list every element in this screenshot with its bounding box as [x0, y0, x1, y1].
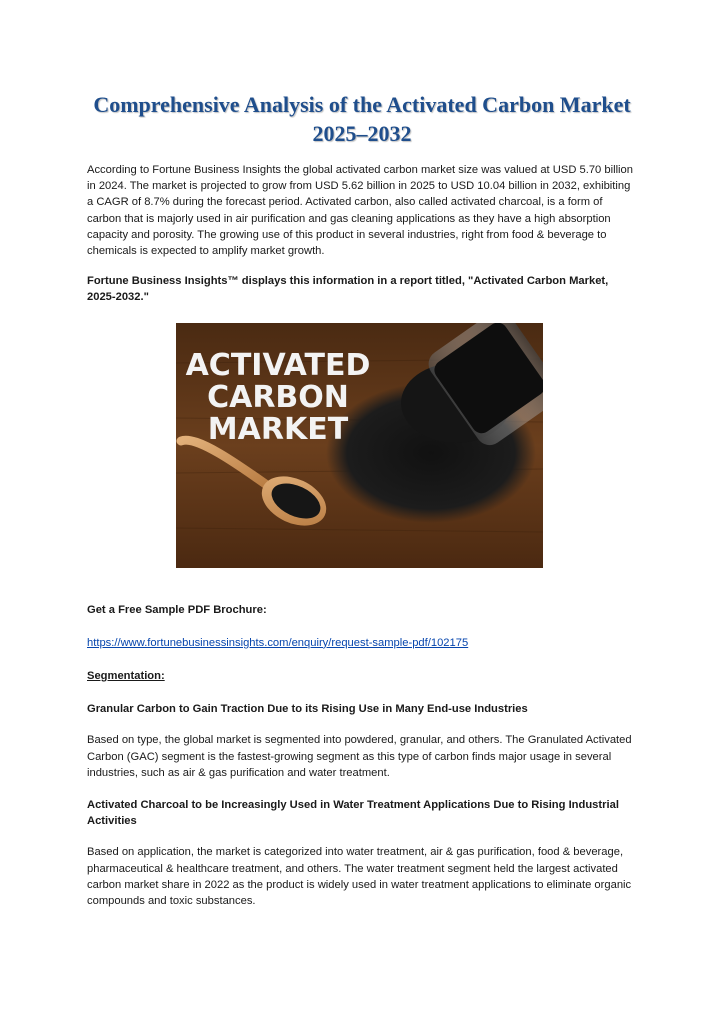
document-page [87, 90, 637, 909]
type-heading: Granular Carbon to Gain Traction Due to its Rising Use in Many End-use Industries [87, 703, 528, 716]
sample-label: Get a Free Sample PDF Brochure: [87, 603, 267, 616]
image-title-line-3: MARKET [207, 411, 349, 447]
type-paragraph: Based on type, the global market is segmented into powdered, granular, and others. The Granulated Activated Carbon (GAC) segment is the fastest-growing segment as this type of carbon finds major usage in several industries, such as air & gas purification and water treatment. [87, 734, 632, 779]
document-title: Comprehensive Analysis of the Activated Carbon Market 2025–2032 [93, 92, 631, 146]
report-note: Fortune Business Insights™ displays this information in a report titled, "Activated Carbon Market, 2025-2032." [87, 275, 609, 304]
segmentation-heading: Segmentation: [87, 670, 165, 683]
intro-paragraph: According to Fortune Business Insights the global activated carbon market size was valued at USD 5.70 billion in 2024. The market is projected to grow from USD 5.62 billion in 2025 to USD 10.04 billion in 2032, exhibiting a CAGR of 8.7% during the forecast period. Activated carbon, also called activated charcoal, is a form of carbon that is majorly used in air purification and gas cleaning applications as they have a high absorption capacity and porosity. The growing use of this product in several industries, right from food & beverage to chemicals is expected to amplify market growth. [87, 164, 633, 258]
image-title-line-1: ACTIVATED [185, 347, 371, 383]
application-heading: Activated Charcoal to be Increasingly Used in Water Treatment Applications Due to Rising Industrial Activities [87, 799, 619, 828]
activated-carbon-image [176, 323, 543, 568]
application-paragraph: Based on application, the market is categorized into water treatment, air & gas purification, food & beverage, pharmaceutical & healthcare treatment, and others. The water treatment segment held the largest activated carbon market share in 2022 as the product is widely used in water treatment applications to eliminate organic compounds and toxic substances. [87, 846, 632, 908]
sample-link[interactable]: https://www.fortunebusinessinsights.com/enquiry/request-sample-pdf/102175 [87, 636, 469, 649]
image-title-line-2: CARBON [207, 379, 349, 415]
